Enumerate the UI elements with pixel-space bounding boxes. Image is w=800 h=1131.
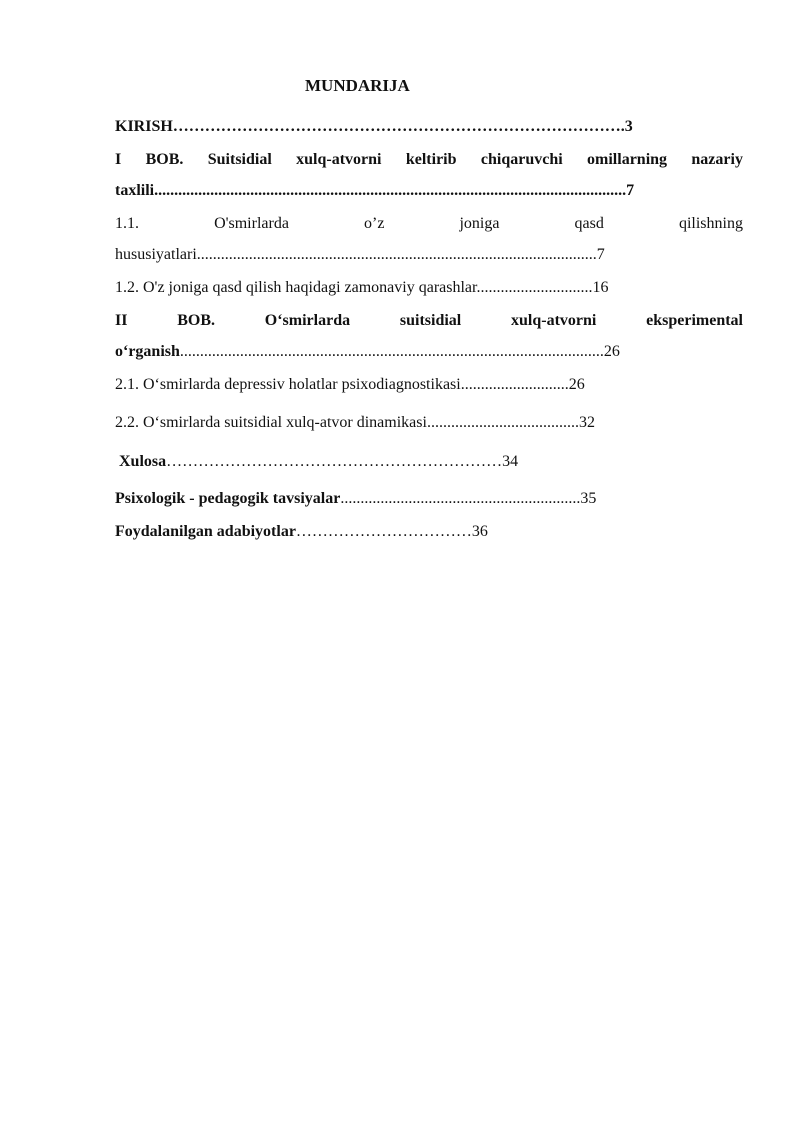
word: eksperimental <box>646 312 743 329</box>
toc-entry-adabiyotlar <box>115 522 488 542</box>
word: o’z <box>363 215 385 232</box>
word: II <box>115 312 128 329</box>
word: xulq-atvorni <box>511 312 597 329</box>
toc-entry-kirish: KIRISH………………………………………………………………………….3 <box>115 118 633 135</box>
word: nazariy <box>691 151 743 168</box>
entry-heading: Xulosa <box>119 453 167 470</box>
word: I <box>115 151 122 168</box>
word: chiqaruvchi <box>480 151 563 168</box>
word: 1.1. <box>115 215 139 232</box>
toc-entry-1-1-line1 <box>115 214 743 234</box>
entry-leader-page: ............................................................35 <box>340 490 597 507</box>
toc-entry-bob2-line1 <box>115 311 743 331</box>
word: xulq-atvorni <box>296 151 382 168</box>
entry-leader-page: ……………………………36 <box>295 523 488 540</box>
word: BOB. <box>145 151 184 168</box>
word: O‘smirlarda <box>264 312 351 329</box>
word: BOB. <box>177 312 216 329</box>
entry-heading: Foydalanilgan adabiyotlar <box>115 523 296 540</box>
entry-heading: Psixologik - pedagogik tavsiyalar <box>115 490 341 507</box>
entry-heading: o‘rganish <box>115 343 180 360</box>
toc-entry-1-1-line2: hususiyatlari....................................................................................................7 <box>115 246 605 263</box>
toc-entry-xulosa <box>119 452 518 472</box>
toc-entry-bob1-line2: taxlili......................................................................................................................7 <box>115 182 635 199</box>
word: omillarning <box>587 151 668 168</box>
entry-leader-page: ………………………………………………………34 <box>166 453 519 470</box>
word: O'smirlarda <box>214 215 289 232</box>
word: keltirib <box>405 151 457 168</box>
toc-title: MUNDARIJA <box>305 76 410 95</box>
word: qasd <box>574 215 604 232</box>
toc-entry-2-1: 2.1. O‘smirlarda depressiv holatlar psixodiagnostikasi...........................26 <box>115 376 585 393</box>
entry-leader-page: ..........................................................................................................26 <box>179 343 620 360</box>
word: Suitsidial <box>207 151 272 168</box>
toc-entry-tavsiyalar <box>115 489 596 509</box>
word: suitsidial <box>399 312 462 329</box>
toc-entry-1-2: 1.2. O'z joniga qasd qilish haqidagi zamonaviy qarashlar.............................16 <box>115 279 609 296</box>
word: joniga <box>459 215 500 232</box>
toc-entry-2-2: 2.2. O‘smirlarda suitsidial xulq-atvor dinamikasi......................................32 <box>115 414 595 431</box>
word: qilishning <box>678 215 743 232</box>
toc-entry-bob1-line1 <box>115 150 743 170</box>
toc-entry-bob2-line2 <box>115 342 620 362</box>
